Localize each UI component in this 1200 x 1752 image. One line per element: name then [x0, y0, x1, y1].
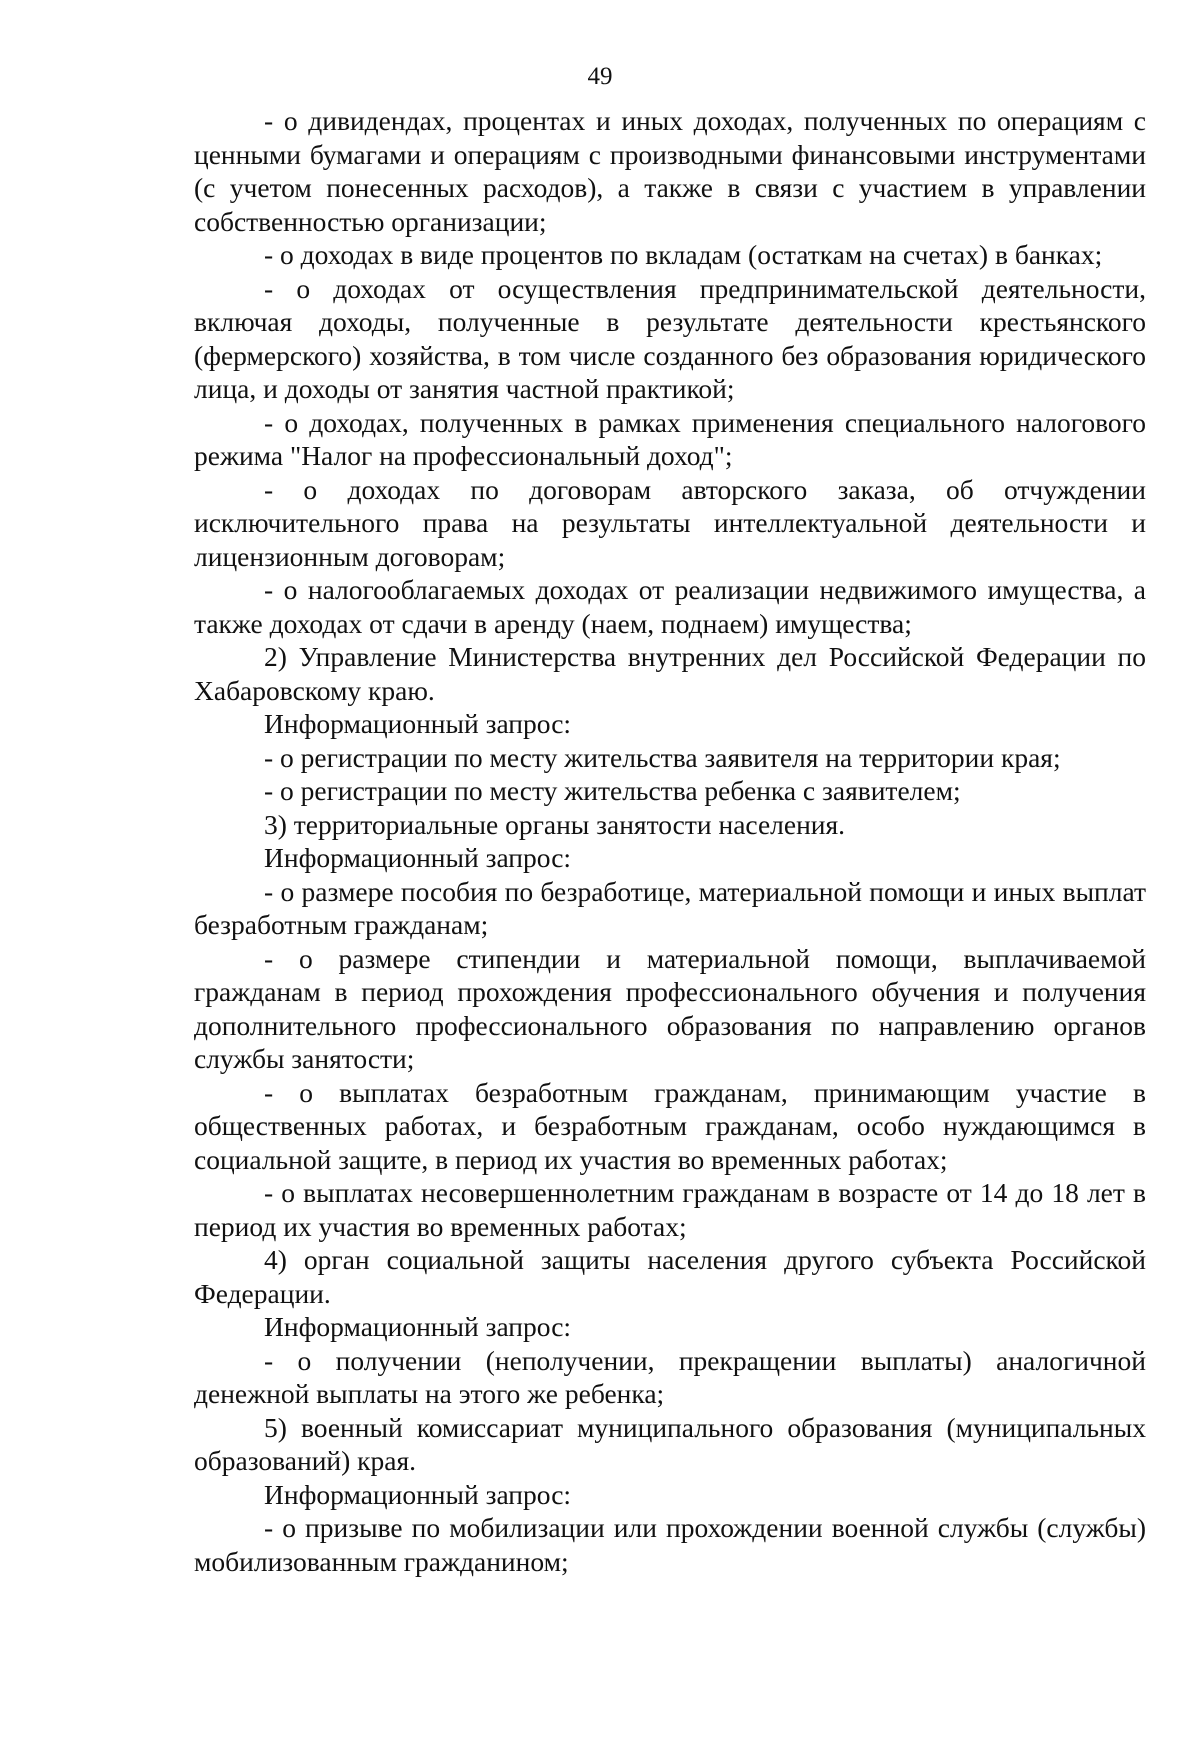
paragraph: - о доходах в виде процентов по вкладам (остаткам на счетах) в банках; — [264, 239, 1103, 270]
page-number: 49 — [587, 63, 613, 90]
paragraph: - о дивидендах, процентах и иных доходах, полученных по операциям с ценными бумагами и операциям с производными финансовыми инструментами (с учетом понесенных расходов), а также в связи с участием в управлении собственностью организации; — [194, 105, 1146, 237]
paragraph: - о выплатах безработным гражданам, принимающим участие в общественных работах, и безработным гражданам, особо нуждающимся в социальной защите, в период их участия во временных работах; — [194, 1076, 1146, 1175]
paragraph: Информационный запрос: — [264, 1478, 572, 1510]
paragraph: - о получении (неполучении, прекращении выплаты) аналогичной денежной выплаты на этого же ребенка; — [194, 1344, 1146, 1409]
paragraph: - о регистрации по месту жительства заявителя на территории края; — [264, 741, 1061, 773]
paragraph: Информационный запрос: — [264, 842, 572, 873]
paragraph: Информационный запрос: — [264, 708, 572, 739]
paragraph: Информационный запрос: — [264, 1311, 572, 1342]
paragraph: - о налогооблагаемых доходах от реализации недвижимого имущества, а также доходах от сдачи в аренду (наем, поднаем) имущества; — [194, 574, 1146, 639]
paragraph: - о размере стипендии и материальной помощи, выплачиваемой гражданам в период прохождения профессионального обучения и получения дополнительного профессионального образования по направлению органов службы занятости; — [194, 942, 1146, 1074]
paragraph: 5) военный комиссариат муниципального образования (муниципальных образований) края. — [194, 1411, 1146, 1476]
document-body — [194, 104, 1146, 1578]
paragraph: - о выплатах несовершеннолетним гражданам в возрасте от 14 до 18 лет в период их участия во временных работах; — [194, 1177, 1146, 1242]
paragraph: - о размере пособия по безработице, материальной помощи и иных выплат безработным гражданам; — [194, 875, 1146, 940]
paragraph: 2) Управление Министерства внутренних дел Российской Федерации по Хабаровскому краю. — [194, 641, 1146, 706]
paragraph: - о регистрации по месту жительства ребенка с заявителем; — [264, 775, 961, 806]
paragraph: - о доходах, полученных в рамках применения специального налогового режима "Налог на профессиональный доход"; — [194, 406, 1146, 471]
paragraph: - о призыве по мобилизации или прохождении военной службы (службы) мобилизованным гражданином; — [194, 1512, 1146, 1577]
paragraph: 3) территориальные органы занятости населения. — [264, 808, 846, 840]
paragraph: - о доходах от осуществления предпринимательской деятельности, включая доходы, полученные в результате деятельности крестьянского (фермерского) хозяйства, в том числе созданного без образования юридического лица, и доходы от занятия частной практикой; — [194, 272, 1146, 404]
paragraph: - о доходах по договорам авторского заказа, об отчуждении исключительного права на результаты интеллектуальной деятельности и лицензионным договорам; — [194, 473, 1146, 572]
paragraph: 4) орган социальной защиты населения другого субъекта Российской Федерации. — [194, 1244, 1146, 1309]
